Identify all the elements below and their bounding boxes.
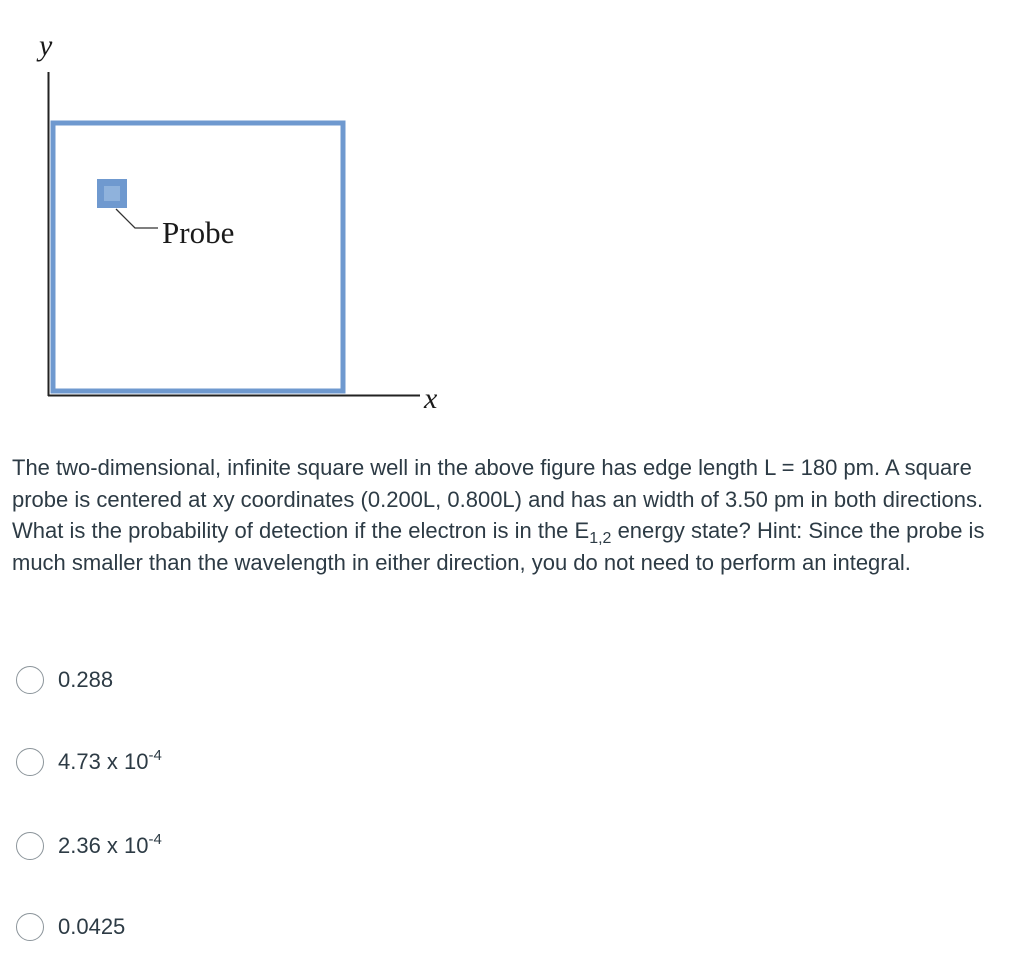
radio-button[interactable] [16,666,44,694]
answer-label: 4.73 x $10^{-4}$ [58,747,162,774]
answer-option-3[interactable] [16,831,162,861]
x-axis-label: x [424,382,438,415]
square-well [53,123,343,391]
question-text [12,452,1014,578]
y-axis-label: y [39,29,53,62]
square-well-figure [0,0,470,420]
radio-button[interactable] [16,913,44,941]
answer-label: 0.0425 [58,914,126,939]
probe-label: Probe [162,215,235,250]
question-part1: The two-dimensional, infinite square well in the above figure has edge length L = 180 pm. A square probe is centered at xy coordinates (0.200L, 0.800L) and has an width of 3.50 pm in both directions. What is the probability of detection if the electron is in the E [12,455,984,543]
radio-button[interactable] [16,832,44,860]
answer-option-1[interactable] [16,665,113,695]
radio-button[interactable] [16,748,44,776]
answer-label: 0.288 [58,667,114,692]
question-part2: energy state? Hint: Since the probe is much smaller than the wavelength in either direction, you do not need to perform an integral. [12,518,985,575]
answer-option-2[interactable] [16,747,162,777]
answer-option-4[interactable] [16,912,125,942]
answer-label: 2.36 x $10^{-4}$ [58,831,162,858]
energy-subscript: 1,2 [589,530,612,547]
probe-leader-line [116,209,158,228]
probe-inner [104,186,120,201]
